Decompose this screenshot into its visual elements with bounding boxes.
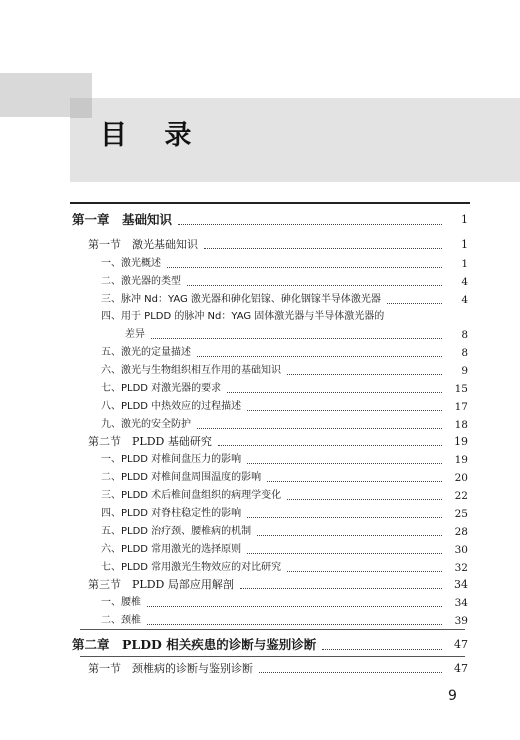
toc-item[interactable] (101, 561, 468, 575)
toc-item[interactable] (101, 275, 468, 289)
leader-dots (247, 553, 442, 554)
toc-label: 一、激光概述 (101, 258, 161, 269)
section-divider (80, 656, 465, 657)
toc-page: 19 (454, 454, 468, 466)
toc-item[interactable] (101, 418, 468, 432)
toc-label: 二、激光器的类型 (101, 276, 181, 287)
toc-item[interactable] (101, 543, 468, 557)
toc-label: 第二节 PLDD 基础研究 (88, 435, 212, 448)
leader-dots (247, 463, 442, 464)
leader-dots (178, 224, 442, 225)
toc-item[interactable] (101, 489, 468, 503)
toc-label: 一、PLDD 对椎间盘压力的影响 (101, 454, 242, 465)
leader-dots (227, 392, 442, 393)
toc-page: 15 (454, 383, 468, 395)
toc-label: 四、用于 PLDD 的脉冲 Nd：YAG 固体激光器与半导体激光器的 (101, 311, 385, 322)
toc-item[interactable] (101, 471, 468, 485)
leader-dots (218, 445, 442, 446)
toc-label: 一、腰椎 (101, 597, 141, 608)
toc-label: 二、颈椎 (101, 615, 141, 626)
toc-label: 第一节 颈椎病的诊断与鉴别诊断 (88, 662, 253, 675)
toc-chapter-1[interactable] (72, 212, 468, 228)
leader-dots (259, 672, 442, 673)
toc-page: 1 (461, 258, 468, 270)
leader-dots (204, 248, 442, 249)
toc-label: 三、脉冲 Nd：YAG 激光器和砷化铝镓、砷化铟镓半导体激光器 (101, 294, 381, 305)
toc-label: 六、PLDD 常用激光的选择原则 (101, 544, 242, 555)
toc-top-rule (70, 202, 470, 204)
toc-page: 28 (454, 526, 468, 538)
toc-page: 20 (454, 472, 468, 484)
toc-item[interactable] (101, 596, 468, 610)
toc-section[interactable] (88, 238, 468, 252)
toc-page: 4 (461, 276, 468, 288)
toc-page: 17 (454, 401, 468, 413)
toc-item-continuation[interactable] (125, 328, 468, 342)
toc-item[interactable] (101, 400, 468, 414)
toc-label: 五、PLDD 治疗颈、腰椎病的机制 (101, 526, 252, 537)
leader-dots (151, 338, 442, 339)
toc-chapter-2[interactable] (72, 637, 468, 653)
toc-label: 第一章 基础知识 (72, 212, 173, 227)
toc-page: 8 (461, 347, 468, 359)
leader-dots (197, 428, 442, 429)
toc-label: 七、PLDD 常用激光生物效应的对比研究 (101, 562, 282, 573)
toc-label: 五、激光的定量描述 (101, 347, 191, 358)
decorative-corner-block (70, 98, 92, 118)
toc-item[interactable] (101, 525, 468, 539)
toc-page: 9 (461, 365, 468, 377)
toc-page: 25 (454, 508, 468, 520)
toc-page: 47 (454, 662, 468, 675)
toc-page: 1 (461, 213, 468, 226)
toc-page: 4 (461, 294, 468, 306)
leader-dots (240, 588, 442, 589)
leader-dots (247, 410, 442, 411)
toc-page: 1 (461, 238, 468, 251)
toc-label: 第二章 PLDD 相关疾患的诊断与鉴别诊断 (72, 637, 317, 652)
toc-section[interactable] (88, 578, 468, 592)
leader-dots (257, 535, 442, 536)
toc-item[interactable] (101, 346, 468, 360)
toc-label-continuation: 差异 (125, 329, 145, 340)
toc-item[interactable] (101, 310, 468, 324)
toc-label: 三、PLDD 术后椎间盘组织的病理学变化 (101, 490, 282, 501)
toc-page: 32 (454, 562, 468, 574)
leader-dots (247, 517, 442, 518)
toc-item[interactable] (101, 507, 468, 521)
toc-label: 九、激光的安全防护 (101, 419, 191, 430)
toc-label: 第三节 PLDD 局部应用解剖 (88, 578, 234, 591)
toc-page: 34 (454, 578, 468, 591)
toc-page: 30 (454, 544, 468, 556)
toc-label: 四、PLDD 对脊柱稳定性的影响 (101, 508, 242, 519)
toc-label: 六、激光与生物组织相互作用的基础知识 (101, 365, 281, 376)
leader-dots (287, 374, 442, 375)
page-number: 9 (448, 688, 457, 704)
leader-dots (287, 571, 442, 572)
leader-dots (147, 624, 442, 625)
leader-dots (187, 285, 442, 286)
toc-section[interactable] (88, 435, 468, 449)
leader-dots (287, 499, 442, 500)
toc-item[interactable] (101, 382, 468, 396)
toc-page: 8 (461, 329, 468, 341)
toc-item[interactable] (101, 453, 468, 467)
leader-dots (147, 606, 442, 607)
toc-page: 34 (454, 597, 468, 609)
section-divider (80, 629, 465, 630)
toc-page: 22 (454, 490, 468, 502)
leader-dots (387, 303, 442, 304)
toc-item[interactable] (101, 257, 468, 271)
toc-page: 19 (454, 435, 468, 448)
leader-dots (267, 481, 442, 482)
leader-dots (167, 267, 442, 268)
toc-label: 第一节 激光基础知识 (88, 238, 198, 251)
toc-label: 二、PLDD 对椎间盘周围温度的影响 (101, 472, 262, 483)
leader-dots (322, 649, 442, 650)
toc-label: 八、PLDD 中热效应的过程描述 (101, 401, 242, 412)
toc-page: 18 (454, 419, 468, 431)
toc-item[interactable] (101, 293, 468, 307)
toc-label: 七、PLDD 对激光器的要求 (101, 383, 222, 394)
toc-page: 39 (454, 615, 468, 627)
toc-item[interactable] (101, 614, 468, 628)
toc-item[interactable] (101, 364, 468, 378)
toc-page: 47 (454, 638, 468, 651)
leader-dots (197, 356, 442, 357)
page-title: 目 录 (100, 120, 206, 151)
toc-section[interactable] (88, 662, 468, 676)
